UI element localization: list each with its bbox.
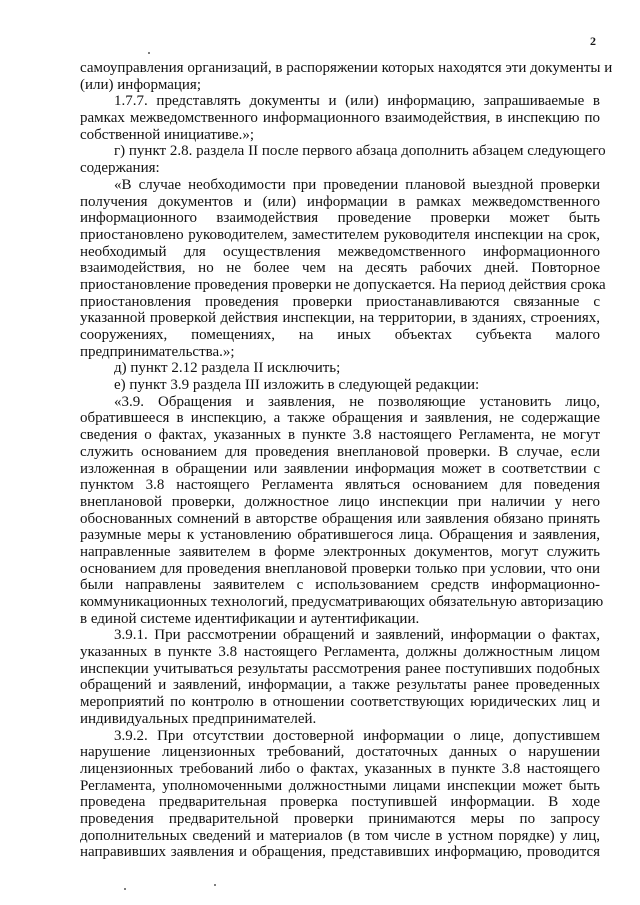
- text-line: инспекции учитываться результаты рассмотрения ранее поступивших подобных: [80, 660, 600, 677]
- text-line: были направлены заявителем с использованием средств информационно-: [80, 577, 600, 594]
- text-line: нарушение лицензионных требований, достаточных данных о нарушении: [80, 744, 600, 761]
- text-line: в единой системе идентификации и аутентификации.: [80, 610, 420, 627]
- text-line: е) пункт 3.9 раздела III изложить в следующей редакции:: [114, 377, 480, 394]
- text-line: г) пункт 2.8. раздела II после первого абзаца дополнить абзацем следующего: [114, 143, 606, 160]
- text-line: собственной инициативе.»;: [80, 126, 255, 143]
- document-body: [80, 60, 613, 861]
- text-line: приостановление проведения проверки не допускается. На период действия срока: [80, 276, 606, 293]
- text-line: мероприятий по контролю в отношении соответствующих юридических лиц и: [80, 694, 600, 711]
- text-line: 3.9.2. При отсутствии достоверной информации о лице, допустившем: [114, 727, 600, 744]
- text-line: рамках межведомственного информационного взаимодействия, в инспекцию по: [80, 110, 600, 127]
- text-line: изложенная в обращении или заявлении информация может в соответствии с: [80, 460, 600, 477]
- text-line: коммуникационных технологий, предусматривающих обязательную авторизацию: [80, 594, 604, 610]
- text-line: необходимый для осуществления межведомственного информационного: [80, 243, 600, 260]
- text-line: 3.9.1. При рассмотрении обращений и заявлений, информации о фактах,: [114, 627, 600, 644]
- text-line: служить основанием для проведения внеплановой проверки. В случае, если: [80, 443, 600, 460]
- text-line: направленные заявителем в форме электронных документов, могут служить: [80, 543, 600, 560]
- page-number: 2: [590, 34, 596, 48]
- text-line: лицензионных требований либо о фактах, указанных в пункте 3.8 настоящего: [80, 760, 600, 777]
- text-line: получения документов и (или) информации в рамках межведомственного: [80, 193, 600, 210]
- text-line: (или) информация;: [80, 76, 201, 93]
- scan-speck: [124, 888, 126, 890]
- text-line: приостановлено руководителем, заместителем руководителя инспекции на срок,: [80, 226, 600, 243]
- text-line: сведения о фактах, указанных в пункте 3.8 настоящего Регламента, не могут: [80, 427, 600, 444]
- scan-speck: [214, 884, 216, 886]
- text-line: д) пункт 2.12 раздела II исключить;: [114, 360, 341, 377]
- text-line: «В случае необходимости при проведении плановой выездной проверки: [114, 176, 600, 193]
- text-line: 1.7.7. представлять документы и (или) информацию, запрашиваемые в: [114, 93, 600, 110]
- text-line: обращений и заявлений, информации, а также результаты ранее проведенных: [80, 677, 600, 694]
- text-line: индивидуальных предпринимателей.: [80, 710, 317, 727]
- text-line: проведения предварительной проверки принимаются меры по запросу: [80, 810, 600, 827]
- text-line: «3.9. Обращения и заявления, не позволяющие установить лицо,: [114, 393, 600, 410]
- text-line: пунктом 3.8 настоящего Регламента являться основанием для поведения: [80, 477, 600, 494]
- text-line: обоснованных сомнений в авторстве обращения или заявления обязано принять: [80, 510, 600, 527]
- text-line: обратившееся в инспекцию, а также обращения и заявления, не содержащие: [80, 410, 600, 427]
- text-line: проведена предварительная проверка поступившей информации. В ходе: [80, 794, 600, 811]
- text-line: внеплановой проверки, должностное лицо инспекции при наличии у него: [80, 493, 600, 510]
- scan-speck: [148, 52, 150, 54]
- text-line: сооружениях, помещениях, на иных объектах субъекта малого: [80, 327, 600, 343]
- text-line: направивших заявления и обращения, представивших информацию, проводится: [80, 844, 600, 861]
- text-line: взаимодействия, но не более чем на десять рабочих дней. Повторное: [80, 260, 600, 277]
- text-line: приостановления проведения проверки приостанавливаются связанные с: [80, 293, 600, 310]
- text-line: самоуправления организаций, в распоряжении которых находятся эти документы и: [80, 60, 613, 76]
- text-line: основанием для проведения внеплановой проверки только при условии, что они: [80, 560, 600, 577]
- text-line: информационного взаимодействия проведение проверки может быть: [80, 210, 600, 227]
- text-line: содержания:: [80, 160, 160, 177]
- text-line: дополнительных сведений и материалов (в том числе в устном порядке) у лиц,: [80, 827, 600, 844]
- text-line: разумные меры к установлению обратившегося лица. Обращения и заявления,: [80, 527, 600, 544]
- text-line: указанной проверкой действия инспекции, на территории, в зданиях, строениях,: [80, 310, 600, 327]
- text-line: Регламента, уполномоченными должностными лицами инспекции может быть: [80, 777, 600, 794]
- text-line: предпринимательства.»;: [80, 343, 235, 360]
- text-line: указанных в пункте 3.8 настоящего Регламента, должны должностным лицом: [80, 644, 600, 661]
